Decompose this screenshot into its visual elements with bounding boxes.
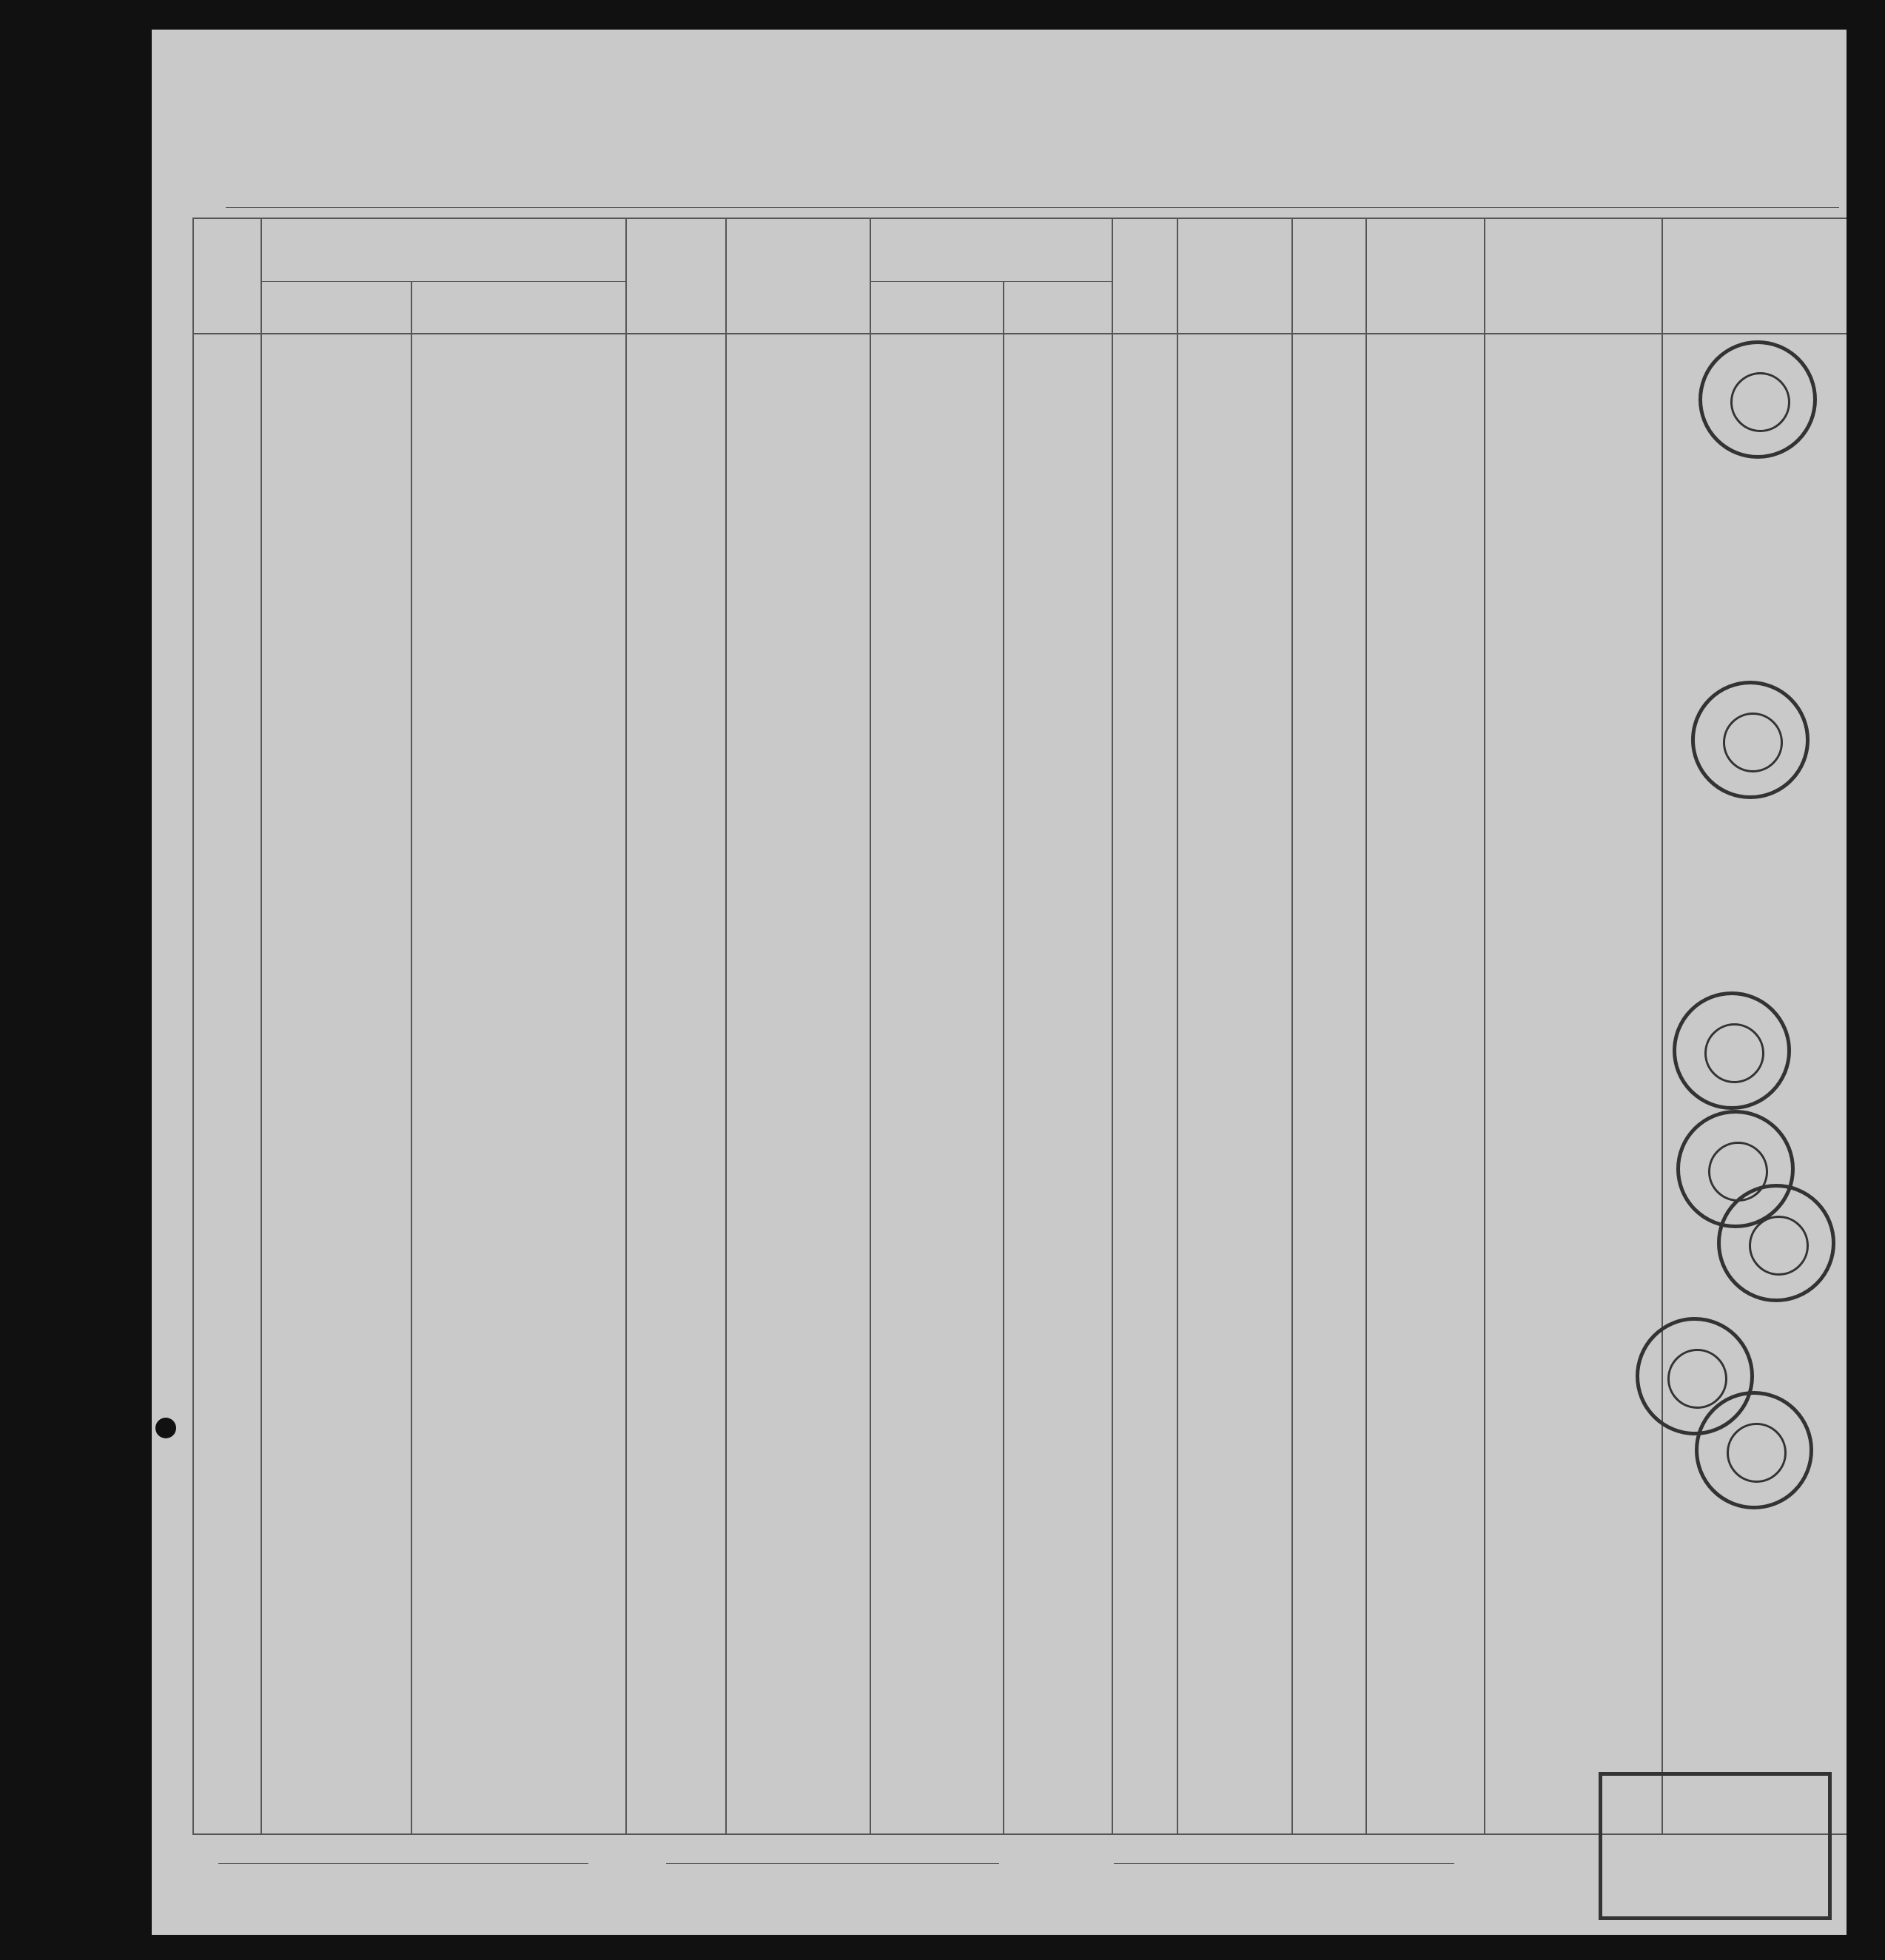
- col-border: [1661, 218, 1663, 1833]
- vessel-underline: [226, 207, 1839, 208]
- table-header-bottom: [192, 333, 1847, 334]
- owners-underline: [666, 1863, 999, 1864]
- col-border: [1365, 218, 1367, 1833]
- punch-hole: [74, 715, 104, 745]
- col-border: [625, 218, 627, 1833]
- col-border: [1177, 218, 1178, 1833]
- punch-hole: [155, 1418, 176, 1438]
- punch-hole: [74, 1708, 104, 1737]
- col-border: [725, 218, 727, 1833]
- name-subheader-line: [261, 281, 625, 282]
- consulate-seal: [1717, 1184, 1835, 1302]
- punch-hole: [74, 758, 104, 787]
- col-border: [192, 218, 194, 1833]
- line-underline: [218, 1863, 588, 1864]
- mercantile-stamp: [1599, 1772, 1832, 1920]
- table-top-border: [192, 218, 1847, 219]
- consulate-seal: [1698, 340, 1817, 459]
- consulate-seal: [1673, 991, 1791, 1110]
- punch-hole: [74, 266, 104, 296]
- col-border: [1112, 218, 1113, 1833]
- punch-hole: [74, 1433, 104, 1463]
- consulate-seal: [1695, 1391, 1813, 1509]
- col-border: [261, 218, 262, 1833]
- col-border: [1291, 218, 1293, 1833]
- agents-underline: [1114, 1863, 1454, 1864]
- consulate-seal: [1691, 681, 1810, 799]
- punch-hole: [74, 1796, 104, 1826]
- col-border: [411, 281, 412, 1833]
- col-border: [870, 218, 871, 1833]
- punch-hole: [74, 376, 104, 405]
- manifest-sheet: [152, 30, 1847, 1935]
- col-border: [1003, 281, 1004, 1833]
- shipped-subheader-line: [870, 281, 1112, 282]
- col-border: [1484, 218, 1485, 1833]
